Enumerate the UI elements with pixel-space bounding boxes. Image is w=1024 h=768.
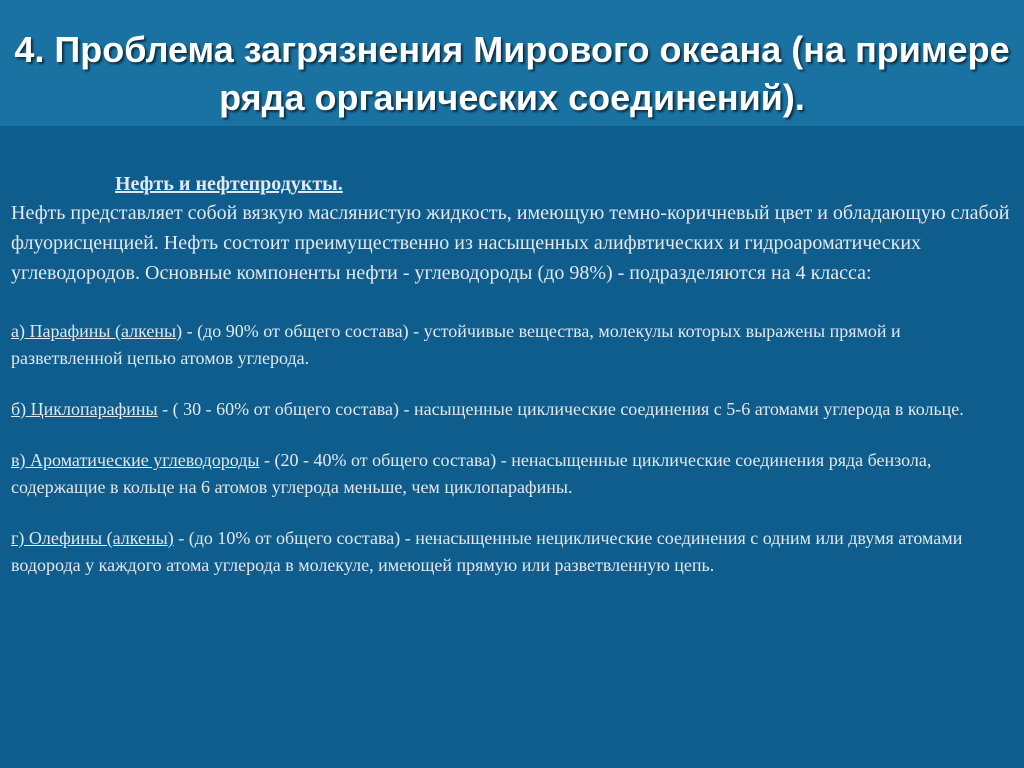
class-term: б) Циклопарафины (11, 399, 158, 419)
class-description: - (до 10% от общего состава) - ненасыщенные нециклические соединения с одним или двумя атомами водорода у каждого атома углерода в молекуле, имеющей прямую или разветвленную цепь. (11, 528, 963, 575)
class-term: а) Парафины (алкены) (11, 321, 183, 341)
class-item-cycloparaffins (11, 396, 1011, 423)
slide-title: 4. Проблема загрязнения Мирового океана (на примере ряда органических соединений). (14, 29, 1010, 118)
section-subtitle: Нефть и нефтепродукты. (115, 173, 343, 195)
class-term: в) Ароматические углеводороды (11, 450, 260, 470)
class-term: г) Олефины (алкены) (11, 528, 174, 548)
class-item-paraffins (11, 318, 1011, 372)
class-description: - (до 90% от общего состава) - устойчивые вещества, молекулы которых выражены прямой и разветвленной цепью атомов углерода. (11, 321, 901, 368)
class-description: - ( 30 - 60% от общего состава) - насыщенные циклические соединения с 5-6 атомами углерода в кольце. (157, 399, 964, 419)
class-item-olefins (11, 525, 1011, 579)
intro-paragraph: Нефть представляет собой вязкую маслянистую жидкость, имеющую темно-коричневый цвет и обладающую слабой флуорисценцией. Нефть состоит преимущественно из насыщенных алифвтических и гидроароматических углеводородов. Основные компоненты нефти - углеводороды (до 98%) - подразделяются на 4 класса: (11, 202, 1010, 284)
class-description: - (20 - 40% от общего состава) - ненасыщенные циклические соединения ряда бензола, содержащие в кольце на 6 атомов углерода меньше, чем циклопарафины. (11, 450, 932, 497)
slide-body (11, 170, 1011, 579)
class-item-aromatics (11, 447, 1011, 501)
